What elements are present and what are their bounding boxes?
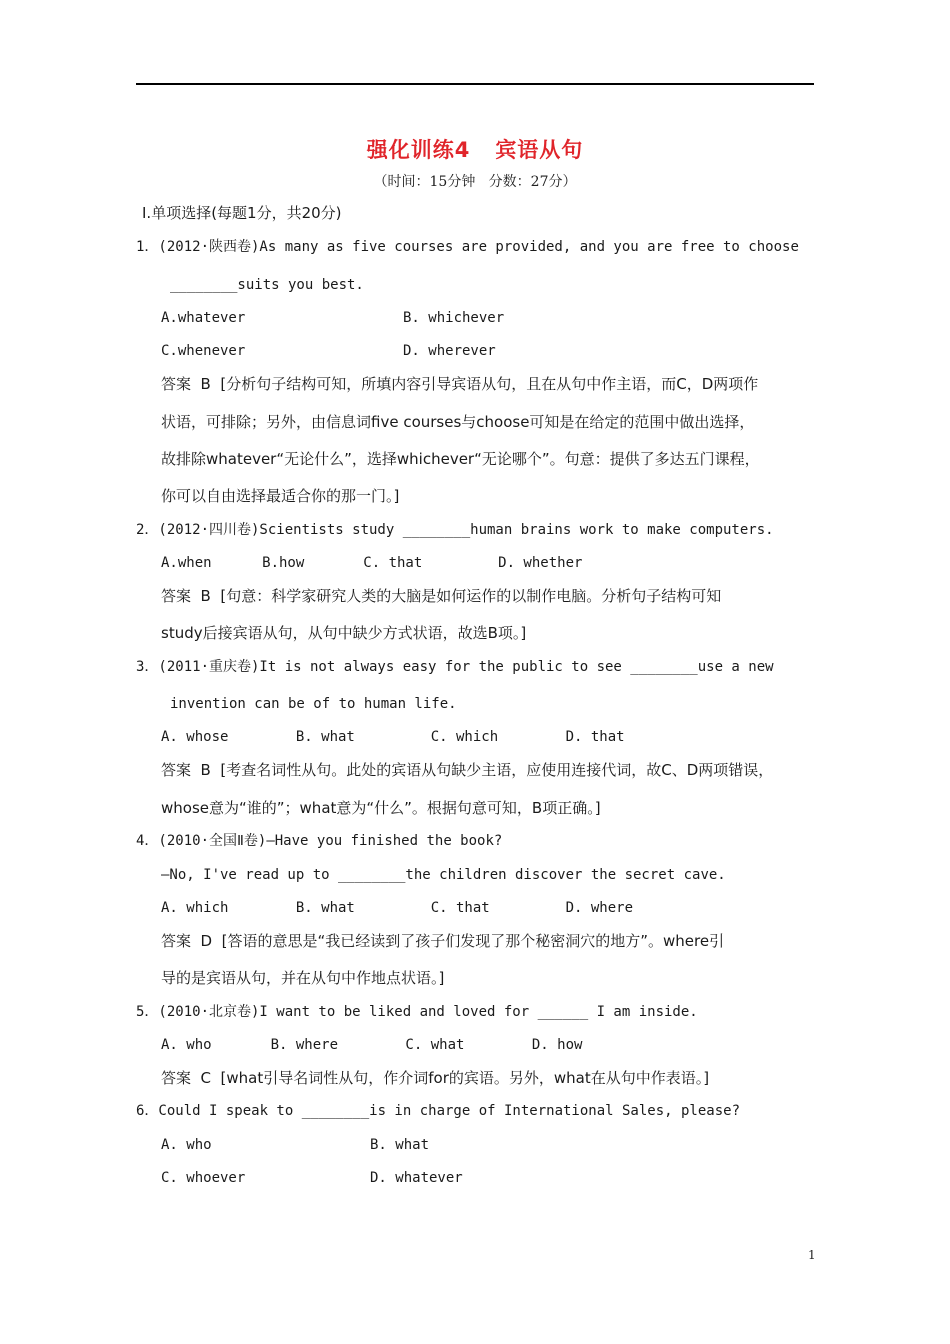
question-6-option-b: B. what — [370, 1137, 430, 1153]
question-6-option-c: C. whoever — [161, 1170, 246, 1186]
question-6-option-a: A. who — [161, 1137, 212, 1153]
page-subtitle: （时间：15分钟 分数：27分） — [373, 174, 577, 190]
question-3-answer: 答案 B [考查名词性从句。此处的宾语从句缺少主语，应使用连接代词，故C、D两项错误， — [161, 761, 774, 779]
question-4-answer: 答案 D [答语的意思是“我已经读到了孩子们发现了那个秘密洞穴的地方”。where引 — [161, 932, 725, 950]
question-3-answer-cont: whose意为“谁的”；what意为“什么”。根据句意可知，B项正确。] — [161, 799, 601, 817]
question-5-text: 5．(2010·北京卷)I want to be liked and loved for ______ I am inside. — [136, 1004, 698, 1020]
question-1-option-a: A.whatever — [161, 310, 246, 326]
question-1-answer-cont: 故排除whatever“无论什么”，选择whichever“无论哪个”。句意：提供了多达五门课程， — [161, 450, 760, 468]
question-1-text: 1．(2012·陕西卷)As many as five courses are provided, and you are free to choose — [136, 239, 799, 255]
question-1-option-b: B. whichever — [403, 310, 505, 326]
section-heading: Ⅰ.单项选择(每题1分，共20分) — [142, 204, 342, 222]
question-4-text-cont: —No, I've read up to ________the children discover the secret cave. — [161, 867, 726, 883]
question-2-answer-cont: study后接宾语从句，从句中缺少方式状语，故选B项。] — [161, 624, 527, 642]
question-1-answer-cont: 状语，可排除；另外，由信息词five courses与choose可知是在给定的范围中做出选择， — [161, 413, 755, 431]
page-number: 1 — [808, 1248, 816, 1262]
question-1-option-d: D. wherever — [403, 343, 496, 359]
question-2-options: A.when B.how C. that D. whether — [161, 555, 583, 571]
question-6-option-d: D. whatever — [370, 1170, 463, 1186]
question-1-answer: 答案 B [分析句子结构可知，所填内容引导宾语从句，且在从句中作主语，而C，D两项作 — [161, 375, 759, 393]
question-1-option-c: C.whenever — [161, 343, 246, 359]
question-3-text: 3．(2011·重庆卷)It is not always easy for the public to see ________use a new — [136, 659, 774, 675]
question-1-answer-cont: 你可以自由选择最适合你的那一门。] — [161, 487, 400, 505]
question-3-options: A. whose B. what C. which D. that — [161, 729, 625, 745]
question-5-options: A. who B. where C. what D. how — [161, 1037, 583, 1053]
question-2-text: 2．(2012·四川卷)Scientists study ________human brains work to make computers. — [136, 522, 774, 538]
question-4-answer-cont: 导的是宾语从句，并在从句中作地点状语。] — [161, 969, 445, 987]
top-rule — [136, 83, 814, 85]
question-5-answer: 答案 C [what引导名词性从句，作介词for的宾语。另外，what在从句中作表语。] — [161, 1069, 710, 1087]
question-4-text: 4．(2010·全国Ⅱ卷)—Have you finished the book? — [136, 833, 503, 849]
page-title: 强化训练4 宾语从句 — [366, 138, 584, 162]
question-3-text-cont: invention can be of to human life. — [170, 696, 457, 712]
question-6-text: 6．Could I speak to ________is in charge of International Sales, please? — [136, 1103, 741, 1119]
question-4-options: A. which B. what C. that D. where — [161, 900, 634, 916]
question-2-answer: 答案 B [句意：科学家研究人类的大脑是如何运作的以制作电脑。分析句子结构可知 — [161, 587, 722, 605]
question-1-text-cont: ________suits you best. — [170, 277, 364, 293]
